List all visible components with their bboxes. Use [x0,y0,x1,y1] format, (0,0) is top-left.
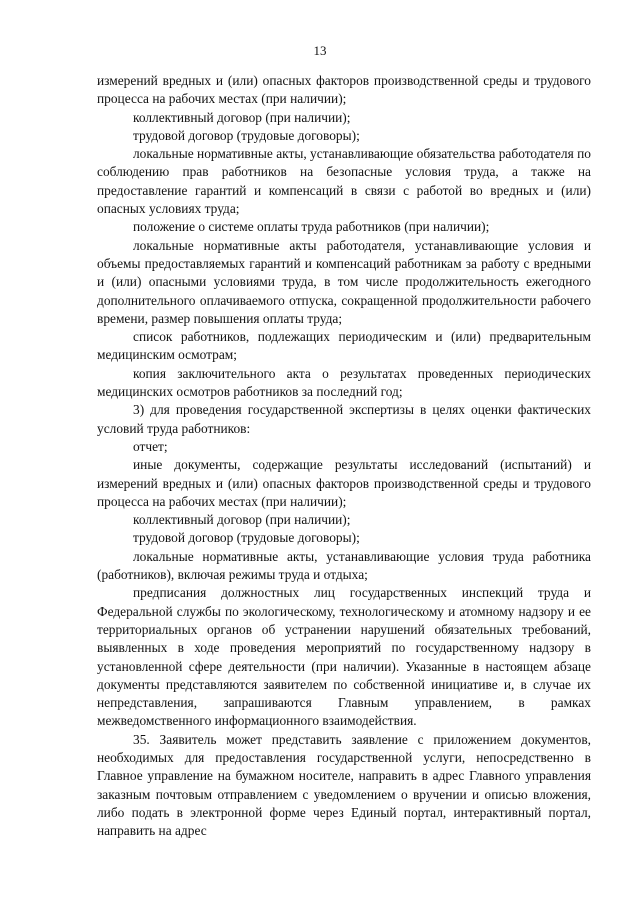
paragraph: измерений вредных и (или) опасных факторов производственной среды и трудового процесса на рабочих местах (при наличии); [97,73,591,107]
paragraph: коллективный договор (при наличии); [133,512,351,528]
page-number: 13 [313,43,327,58]
paragraph: предписания должностных лиц государственных инспекций труда и Федеральной службы по экологическому, технологическому и атомному надзору и ее территориальных органов об устранении нарушений обязательных требований, выявленных в ходе проведения мероприятий по государственному надзору в установленной сфере деятельности (при наличии). Указанные в настоящем абзаце документы представляются заявителем по собственной инициативе и, в случае их непредставления, запрашиваются Главным управлением, в рамках межведомственного информационного взаимодействия. [97,585,591,729]
paragraph: локальные нормативные акты работодателя, устанавливающие условия и объемы предоставляемых гарантий и компенсаций работникам за работу с вредными и (или) опасными условиями труда, в том числе продолжительность ежегодного дополнительного оплачиваемого отпуска, сокращенной продолжительности рабочего времени, размер повышения оплаты труда; [97,237,591,326]
paragraph: иные документы, содержащие результаты исследований (испытаний) и измерений вредных и (или) опасных факторов производственной среды и трудового процесса на рабочих местах (при наличии); [97,457,591,509]
paragraph: коллективный договор (при наличии); [133,109,351,125]
paragraph: 35. Заявитель может представить заявление с приложением документов, необходимых для предоставления государственной услуги, непосредственно в Главное управление на бумажном носителе, направить в адрес Главного управления заказным почтовым отправлением с уведомлением о вручении и описью вложения, либо подать в электронной форме через Единый портал, интерактивный портал, направить на адрес [97,731,591,839]
document-body [97,72,591,840]
paragraph: список работников, подлежащих периодическим и (или) предварительным медицинским осмотрам; [97,329,591,363]
paragraph: положение о системе оплаты труда работников (при наличии); [133,219,490,235]
paragraph: локальные нормативные акты, устанавливающие обязательства работодателя по соблюдению прав работников на безопасные условия труда, а также на предоставление гарантий и компенсаций в связи с работой во вредных и (или) опасных условиях труда; [97,146,591,217]
paragraph: копия заключительного акта о результатах проведенных периодических медицинских осмотров работников за последний год; [97,365,591,400]
paragraph: локальные нормативные акты, устанавливающие условия труда работника (работников), включая режимы труда и отдыха; [97,548,591,583]
paragraph: 3) для проведения государственной экспертизы в целях оценки фактических условий труда работников: [97,402,591,436]
paragraph: трудовой договор (трудовые договоры); [133,127,360,143]
paragraph: трудовой договор (трудовые договоры); [133,530,360,546]
paragraph: отчет; [133,438,168,454]
